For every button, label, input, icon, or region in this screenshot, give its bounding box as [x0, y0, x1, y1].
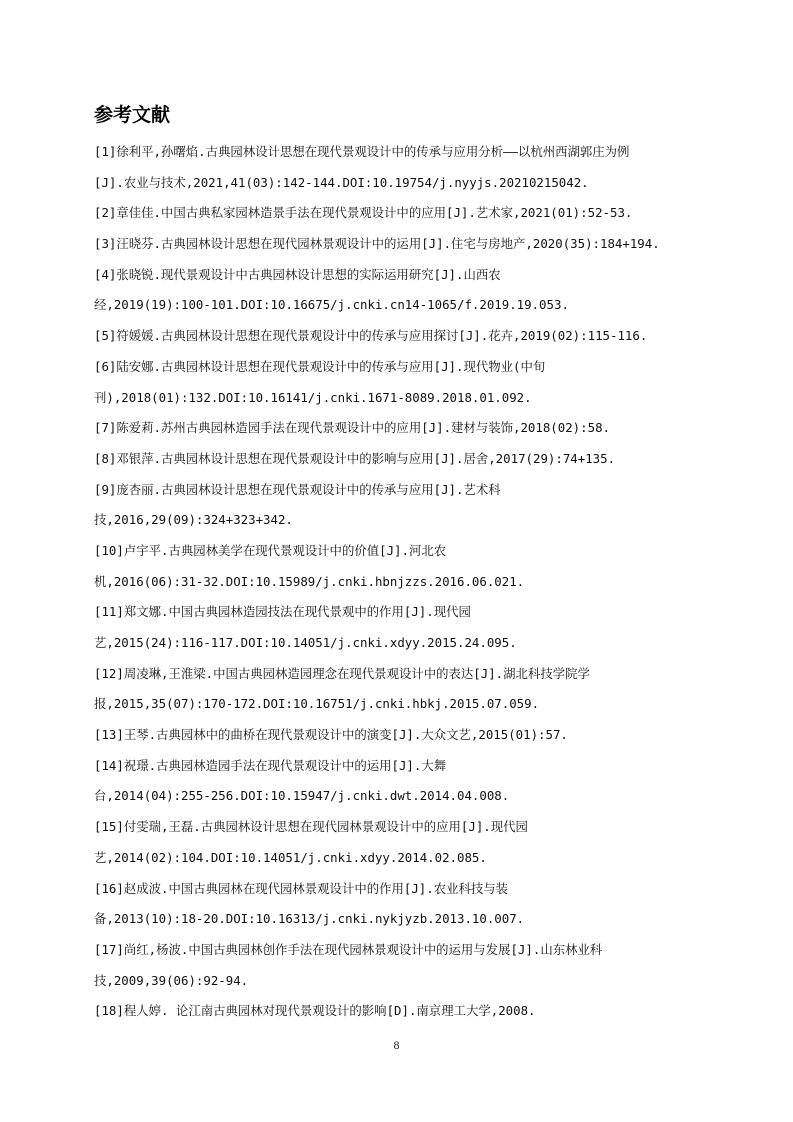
reference-entry	[94, 413, 714, 444]
reference-line: [18]程人婷. 论江南古典园林对现代景观设计的影响[D].南京理工大学,2008.	[94, 1003, 536, 1019]
reference-line: [1]徐利平,孙曙焰.古典园林设计思想在现代景观设计中的传承与应用分析——以杭州西湖郭庄为例	[94, 144, 630, 159]
reference-entry	[94, 444, 714, 475]
reference-line: 艺,2014(02):104.DOI:10.14051/j.cnki.xdyy.2014.02.085.	[94, 849, 487, 865]
reference-line: [8]邓银萍.古典园林设计思想在现代景观设计中的影响与应用[J].居舍,2017(29):74+135.	[94, 450, 616, 466]
reference-entry	[94, 597, 714, 658]
reference-entry	[94, 720, 714, 751]
reference-line: 经,2019(19):100-101.DOI:10.16675/j.cnki.cn14-1065/f.2019.19.053.	[94, 297, 569, 313]
reference-line: 艺,2015(24):116-117.DOI:10.14051/j.cnki.xdyy.2015.24.095.	[94, 635, 517, 650]
reference-entry	[94, 751, 714, 812]
reference-entry	[94, 198, 714, 229]
reference-entry	[94, 260, 714, 321]
reference-line: [J].农业与技术,2021,41(03):142-144.DOI:10.19754/j.nyyjs.20210215042.	[94, 174, 589, 190]
reference-entry	[94, 536, 714, 597]
reference-list	[94, 137, 714, 1027]
reference-line: [7]陈爱莉.苏州古典园林造园手法在现代景观设计中的应用[J].建材与装饰,2018(02):58.	[94, 420, 610, 436]
reference-line: [3]汪晓芬.古典园林设计思想在现代园林景观设计中的运用[J].住宅与房地产,2020(35):184+194.	[94, 236, 660, 252]
reference-line: [14]祝璟.古典园林造园手法在现代景观设计中的运用[J].大舞	[94, 757, 447, 773]
reference-line: 机,2016(06):31-32.DOI:10.15989/j.cnki.hbnjzzs.2016.06.021.	[94, 573, 525, 589]
reference-entry	[94, 874, 714, 935]
reference-entry	[94, 321, 714, 352]
reference-entry	[94, 996, 714, 1027]
reference-line: [13]王琴.古典园林中的曲桥在现代景观设计中的演变[J].大众文艺,2015(01):57.	[94, 727, 568, 743]
reference-line: [15]付雯瑞,王磊.古典园林设计思想在现代园林景观设计中的应用[J].现代园	[94, 819, 528, 835]
reference-line: [16]赵成波.中国古典园林在现代园林景观设计中的作用[J].农业科技与装	[94, 880, 509, 896]
reference-line: [9]庞杏丽.古典园林设计思想在现代景观设计中的传承与应用[J].艺术科	[94, 481, 501, 497]
reference-line: [2]章佳佳.中国古典私家园林造景手法在现代景观设计中的应用[J].艺术家,2021(01):52-53.	[94, 205, 633, 221]
reference-entry	[94, 935, 714, 996]
reference-line: [10]卢宇平.古典园林美学在现代景观设计中的价值[J].河北农	[94, 542, 447, 558]
reference-line: 技,2016,29(09):324+323+342.	[94, 512, 293, 528]
reference-entry	[94, 475, 714, 536]
reference-line: [4]张晓锐.现代景观设计中古典园林设计思想的实际运用研究[J].山西农	[94, 266, 501, 282]
reference-line: 技,2009,39(06):92-94.	[94, 972, 249, 988]
references-heading: 参考文献	[94, 104, 171, 126]
reference-line: [11]郑文娜.中国古典园林造园技法在现代景观中的作用[J].现代园	[94, 604, 471, 620]
reference-line: [6]陆安娜.古典园林设计思想在现代景观设计中的传承与应用[J].现代物业(中旬	[94, 358, 546, 374]
reference-entry	[94, 659, 714, 720]
reference-entry	[94, 812, 714, 873]
reference-line: 报,2015,35(07):170-172.DOI:10.16751/j.cnki.hbkj.2015.07.059.	[94, 696, 540, 712]
reference-line: 备,2013(10):18-20.DOI:10.16313/j.cnki.nykjyzb.2013.10.007.	[94, 911, 525, 927]
page-number: 8	[393, 1038, 400, 1052]
reference-line: [17]尚红,杨波.中国古典园林创作手法在现代园林景观设计中的运用与发展[J].山东林业科	[94, 941, 603, 957]
reference-line: 刊),2018(01):132.DOI:10.16141/j.cnki.1671-8089.2018.01.092.	[94, 389, 532, 405]
reference-entry	[94, 229, 714, 260]
reference-line: [12]周凌琳,王淮梁.中国古典园林造园理念在现代景观设计中的表达[J].湖北科技学院学	[94, 665, 590, 681]
reference-line: 台,2014(04):255-256.DOI:10.15947/j.cnki.dwt.2014.04.008.	[94, 788, 510, 804]
reference-line: [5]符媛媛.古典园林设计思想在现代景观设计中的传承与应用探讨[J].花卉,2019(02):115-116.	[94, 328, 648, 344]
reference-entry	[94, 352, 714, 413]
reference-entry	[94, 137, 714, 198]
